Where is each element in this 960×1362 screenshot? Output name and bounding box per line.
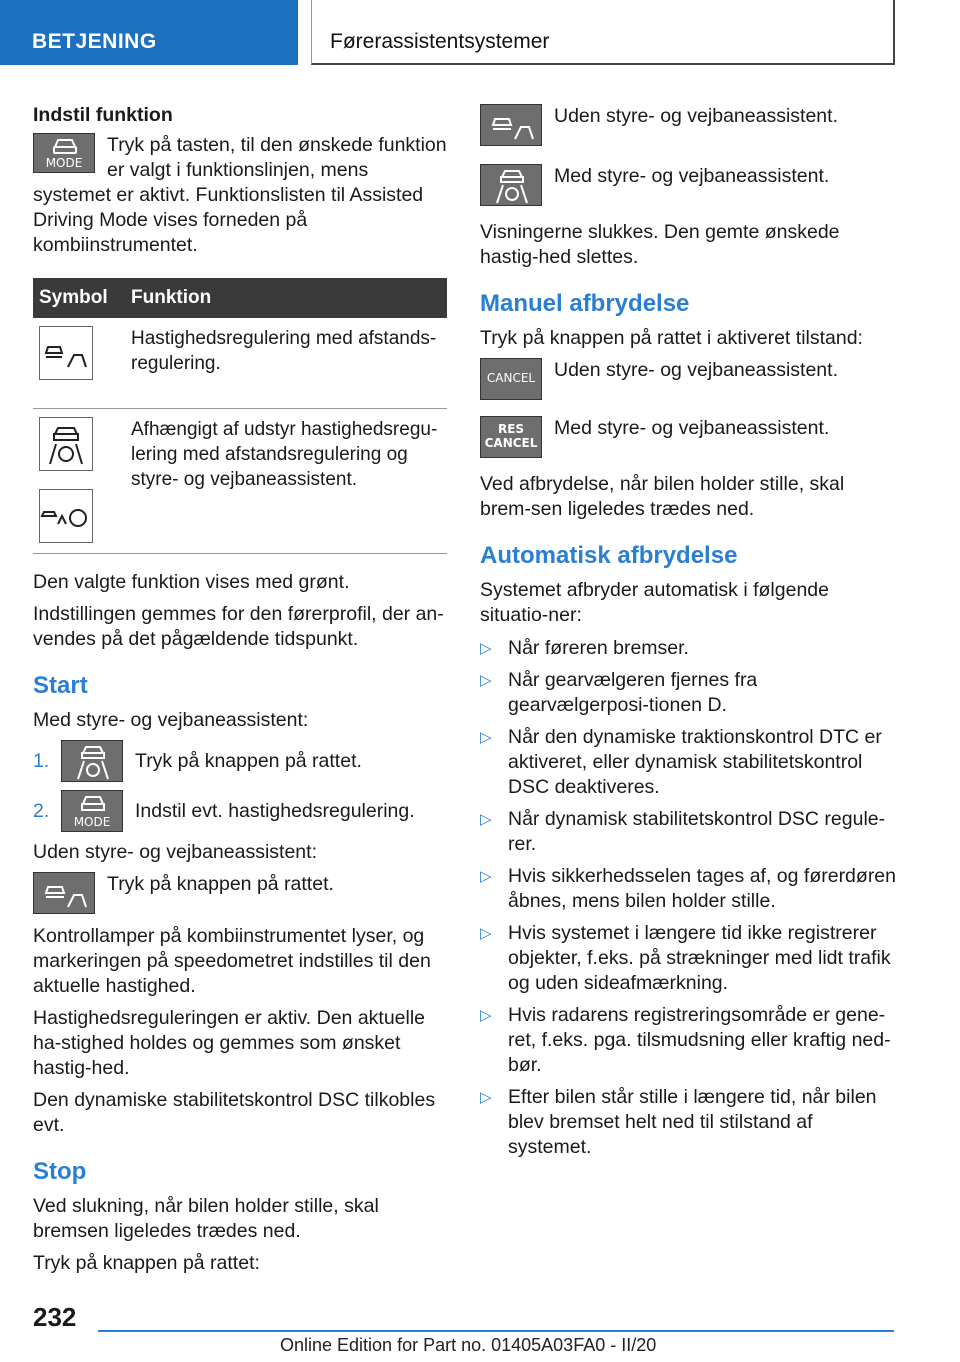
bullet-list — [480, 636, 900, 1160]
text-without: Uden styre- og vejbaneassistent. — [554, 105, 838, 127]
list-item — [480, 636, 900, 661]
text-stop: Ved slukning, når bilen holder stille, skal bremsen ligeledes trædes ned. — [33, 1195, 379, 1242]
step-number: 1. — [33, 749, 50, 772]
triangle-bullet-icon: ▷ — [480, 1089, 492, 1106]
footer-edition: Online Edition for Part no. 01405A03FA0 - II/20 — [280, 1335, 657, 1355]
steering-assist-button-icon — [61, 740, 123, 782]
col-header-function: Funktion — [125, 278, 447, 318]
res-label: RES — [497, 422, 525, 436]
step-text: Tryk på knappen på rattet. — [135, 749, 362, 772]
table-row — [33, 409, 447, 554]
mode-label: MODE — [45, 156, 83, 170]
icon-row — [33, 872, 447, 914]
page-number: 232 — [33, 1302, 77, 1332]
list-item-text: Når den dynamiske traktionskontrol DTC er aktiveret, eller dynamisk stabilitetskontrol DSC deaktiveres. — [508, 726, 882, 798]
list-item — [480, 1003, 900, 1078]
cancel-label: CANCEL — [486, 371, 536, 385]
cancel-label: CANCEL — [484, 436, 538, 450]
triangle-bullet-icon: ▷ — [480, 729, 492, 746]
icon-row — [480, 358, 900, 400]
distance-steering-icon — [39, 489, 93, 543]
heading-start: Start — [33, 672, 88, 699]
icon-row — [480, 164, 900, 206]
step-item — [33, 740, 447, 782]
function-text: Hastighedsregulering med afstands-regulering. — [131, 328, 437, 374]
list-item — [480, 668, 900, 718]
list-item-text: Hvis radarens registreringsområde er gene-ret, f.eks. pga. tilsmudsning eller kraftig ned-bør. — [508, 1004, 891, 1076]
res-cancel-label — [481, 422, 541, 450]
list-item — [480, 921, 900, 996]
function-text: Afhængigt af udstyr hastighedsregu-lering med afstandsregulering og styre- og vejbaneassistent. — [131, 419, 438, 490]
mode-label: MODE — [73, 815, 111, 829]
step-number: 2. — [33, 799, 50, 822]
triangle-bullet-icon: ▷ — [480, 672, 492, 689]
heading-manual: Manuel afbrydelse — [480, 290, 690, 317]
section-title: BETJENING — [0, 0, 298, 65]
icon-row — [480, 416, 900, 458]
text-manual-without: Uden styre- og vejbaneassistent. — [554, 359, 838, 381]
text-manual-with: Med styre- og vejbaneassistent. — [554, 417, 830, 439]
list-item — [480, 1085, 900, 1160]
list-item — [480, 807, 900, 857]
table-row — [33, 318, 447, 409]
triangle-bullet-icon: ▷ — [480, 868, 492, 885]
text-green: Den valgte funktion vises med grønt. — [33, 571, 350, 593]
text-lamps: Kontrollamper på kombiinstrumentet lyser, og markeringen på speedometret indstilles til den aktuelle hastighed. — [33, 925, 431, 997]
step-text: Indstil evt. hastighedsregulering. — [135, 799, 415, 822]
text-active: Hastighedsreguleringen er aktiv. Den aktuelle ha-stighed holdes og gemmes som ønsket hastig-hed. — [33, 1007, 426, 1079]
text-dsc: Den dynamiske stabilitetskontrol DSC tilkobles evt. — [33, 1089, 436, 1136]
footer-divider — [98, 1330, 894, 1332]
text-start-without: Uden styre- og vejbaneassistent: — [33, 841, 317, 863]
list-item-text: Efter bilen står stille i længere tid, når bilen blev bremset helt ned til stilstand af systemet. — [508, 1086, 877, 1158]
list-item — [480, 864, 900, 914]
right-column — [480, 104, 900, 1167]
steering-assist-button-icon — [480, 164, 542, 206]
distance-control-icon — [39, 326, 93, 380]
page-header — [0, 0, 960, 66]
intro-text: Tryk på tasten, til den ønskede funktion er valgt i funktionslinjen, mens systemet er aktivt. Funktionslisten til Assisted Driving Mode vises forneden på kombiinstrumentet. — [33, 134, 447, 256]
triangle-bullet-icon: ▷ — [480, 640, 492, 657]
triangle-bullet-icon: ▷ — [480, 925, 492, 942]
res-cancel-button-icon — [480, 416, 542, 458]
triangle-bullet-icon: ▷ — [480, 1007, 492, 1024]
text-auto: Systemet afbryder automatisk i følgende situatio-ner: — [480, 579, 829, 626]
list-item — [480, 725, 900, 800]
heading-auto: Automatisk afbrydelse — [480, 542, 738, 569]
text-start-without-press: Tryk på knappen på rattet. — [107, 873, 334, 895]
list-item-text: Når dynamisk stabilitetskontrol DSC regule-rer. — [508, 808, 886, 855]
topic-title: Førerassistentsystemer — [311, 0, 895, 65]
list-item-text: Når føreren bremser. — [508, 637, 689, 659]
icon-row — [480, 104, 900, 146]
subheading-set-function: Indstil funktion — [33, 104, 173, 126]
text-profile: Indstillingen gemmes for den førerprofil, der an-vendes på det pågældende tidspunkt. — [33, 603, 444, 650]
text-off: Visningerne slukkes. Den gemte ønskede hastig-hed slettes. — [480, 221, 840, 268]
distance-control-button-icon — [33, 872, 95, 914]
text-brake: Ved afbrydelse, når bilen holder stille, skal brem-sen ligeledes trædes ned. — [480, 473, 845, 520]
steering-assist-icon — [39, 417, 93, 471]
triangle-bullet-icon: ▷ — [480, 811, 492, 828]
symbol-table — [33, 278, 447, 554]
mode-button-icon — [61, 790, 123, 832]
text-stop-press: Tryk på knappen på rattet: — [33, 1252, 260, 1274]
text-start-with: Med styre- og vejbaneassistent: — [33, 709, 309, 731]
left-column — [33, 100, 447, 1283]
list-item-text: Når gearvælgeren fjernes fra gearvælgerposi-tionen D. — [508, 669, 758, 716]
steps-list — [33, 740, 447, 832]
distance-control-button-icon — [480, 104, 542, 146]
text-manual: Tryk på knappen på rattet i aktiveret tilstand: — [480, 327, 863, 349]
cancel-button-icon — [480, 358, 542, 400]
mode-button-icon — [33, 133, 95, 173]
step-item — [33, 790, 447, 832]
list-item-text: Hvis systemet i længere tid ikke registrerer objekter, f.eks. på strækninger med lidt trafik og uden sideafmærkning. — [508, 922, 891, 994]
text-with: Med styre- og vejbaneassistent. — [554, 165, 830, 187]
col-header-symbol: Symbol — [33, 278, 125, 318]
list-item-text: Hvis sikkerhedsselen tages af, og førerdøren åbnes, mens bilen holder stille. — [508, 865, 897, 912]
heading-stop: Stop — [33, 1158, 87, 1185]
